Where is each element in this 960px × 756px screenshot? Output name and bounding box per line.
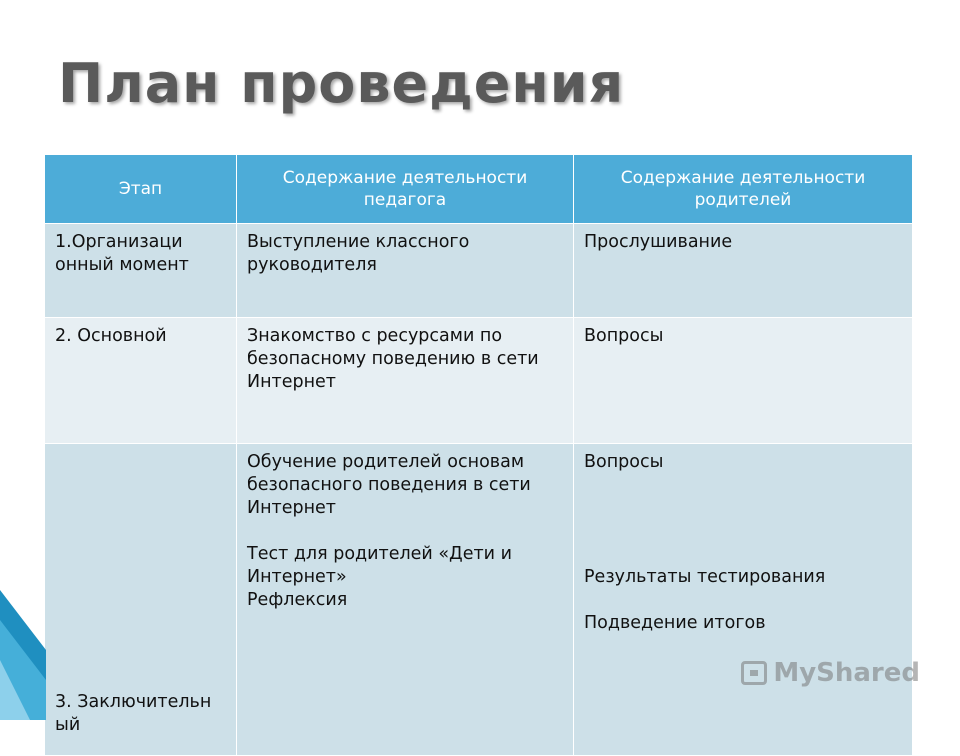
cell-parents: Прослушивание [574, 224, 913, 318]
cell-teacher [237, 444, 574, 756]
myshared-logo-icon [741, 661, 767, 685]
table-row [45, 444, 913, 756]
header-parents: Содержание деятельности родителей [574, 155, 913, 224]
cell-parents [574, 444, 913, 756]
cell-stage-text: 3. Заключительн ый [55, 692, 212, 735]
parents-item: Вопросы [584, 452, 664, 472]
teacher-item: Обучение родителей основам безопасного поведения в сети Интернет [247, 452, 531, 518]
header-stage: Этап [45, 155, 237, 224]
cell-teacher: Знакомство с ресурсами по безопасному поведению в сети Интернет [237, 318, 574, 444]
corner-decoration [0, 590, 46, 720]
cell-stage: 1.Организаци онный момент [45, 224, 237, 318]
header-teacher: Содержание деятельности педагога [237, 155, 574, 224]
cell-teacher: Выступление классного руководителя [237, 224, 574, 318]
parents-item: Подведение итогов [584, 613, 766, 633]
table-row [45, 318, 913, 444]
slide-title: План проведения [58, 52, 625, 115]
table-header-row [45, 155, 913, 224]
cell-stage: 2. Основной [45, 318, 237, 444]
cell-parents: Вопросы [574, 318, 913, 444]
cell-stage [45, 444, 237, 756]
table-row [45, 224, 913, 318]
watermark [741, 658, 920, 688]
parents-item: Результаты тестирования [584, 567, 826, 587]
teacher-item: Тест для родителей «Дети и Интернет» [247, 544, 512, 587]
watermark-text: MyShared [773, 658, 920, 688]
teacher-item: Рефлексия [247, 590, 348, 610]
